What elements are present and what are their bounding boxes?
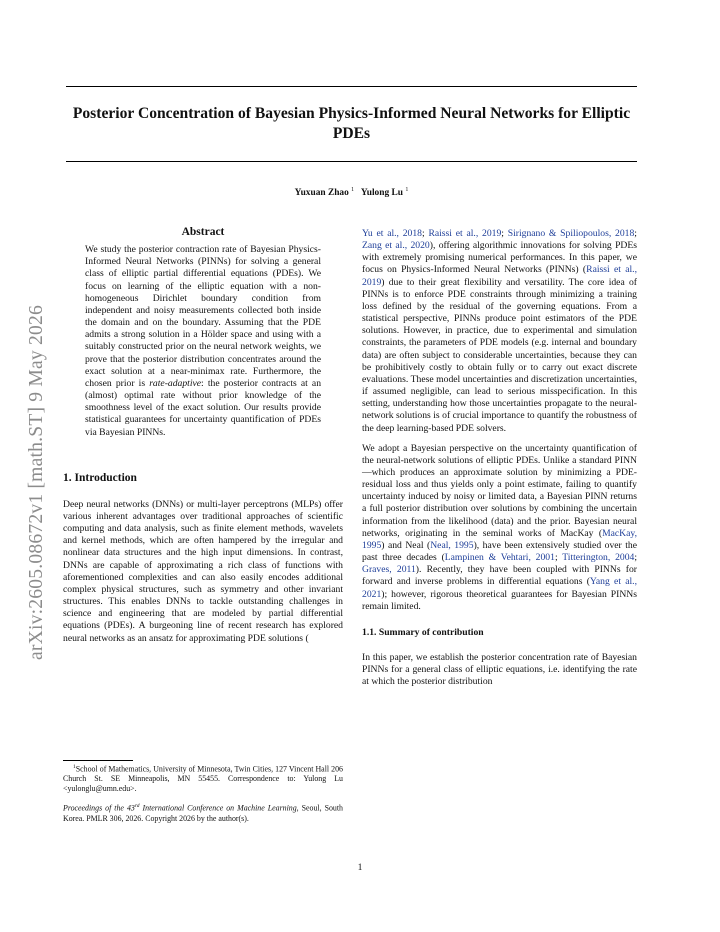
author-name: Yuxuan Zhao xyxy=(294,188,349,199)
proceedings-footnote: Proceedings of the 43rd International Conference on Machine Learning, Seoul, South Korea. PMLR 306, 2026. Copyright 2026 by the author(s). xyxy=(63,803,344,823)
abstract-text: We study the posterior contraction rate of Bayesian Physics-Informed Neural Networks (PINNs) for solving a general class of elliptic partial differential equations (PDEs). We focus on learning of the elliptic equation with a non-homogeneous Dirichlet boundary condition from independent and noisy measurements collected both inside the domain and on the boundary. Assuming that the PDE admits a strong solution in a Hölder space and using with a suitably constructed prior on the neural network weights, we prove that the posterior distribution concentrates around the exact solution at a near-minimax rate. Furthermore, the chosen prior is rate-adaptive: the posterior contracts at an (almost) optimal rate without prior knowledge of the smoothness level of the exact solution. Our results provide statistical guarantees for uncertainty quantification of PDEs via Bayesian PINNs. xyxy=(85,244,322,438)
title-top-rule xyxy=(66,86,637,87)
author-name: Yulong Lu xyxy=(360,188,403,199)
summary-paragraph: In this paper, we establish the posterior concentration rate of Bayesian PINNs for a general class of elliptic equations, i.e. identifying the rate at which the posterior distribution xyxy=(362,652,637,688)
citation-link[interactable]: Sirignano & Spiliopoulos, 2018 xyxy=(507,228,635,239)
citation-link[interactable]: Yang et al., 2021 xyxy=(362,576,637,600)
page-number: 1 xyxy=(357,862,363,873)
citation-link[interactable]: MacKay, 1995 xyxy=(362,527,637,551)
citation-link[interactable]: Raissi et al., 2019 xyxy=(362,264,637,288)
section-heading-introduction: 1. Introduction xyxy=(63,471,137,484)
footnotes xyxy=(63,760,343,832)
intro-paragraph-1: Deep neural networks (DNNs) or multi-layer perceptrons (MLPs) offer various inherent advantages over traditional approaches of scientific computing and data analysis, such as finite element methods, wavelets and kernel methods, which are often hampered by the irregular and nonlinear data structures and the high input dimensions. In contrast, DNNs are capable of approximating a rich class of functions with aforementioned complexities and can also easily encodes additional complex physical structures, such as symmetry and other invariant structures. This enables DNNs to tackle outstanding challenges in science and engineering that are modeled by partial differential equations (PDEs). A burgeoning line of recent research has explored neural networks as an ansatz for approximating PDE solutions ( xyxy=(63,498,343,644)
arxiv-identifier-stamp: arXiv:2605.08672v1 [math.ST] 9 May 2026 xyxy=(26,304,47,660)
intro-paragraph-2: We adopt a Bayesian perspective on the uncertainty quantification of the neural-network solutions of elliptic PDEs. Unlike a standard PINN—which produces an approximate solution by minimizing a PDE-residual loss and thus yields only a point estimate, failing to quantify uncertainty induced by noisy or limited data, a Bayesian PINN returns a full posterior distribution over solutions by combining the uncertain information from the likelihood (data) and the prior. Bayesian neural networks, originating in the seminal works of MacKay (MacKay, 1995) and Neal (Neal, 1995), have been extensively studied over the past three decades (Lampinen & Vehtari, 2001; Titterington, 2004; Graves, 2011). Recently, they have been coupled with PINNs for forward and inverse problems in differential equations (Yang et al., 2021); however, rigorous theoretical guarantees for Bayesian PINNs remain limited. xyxy=(362,442,638,612)
citation-link[interactable]: Zang et al., 2020 xyxy=(362,240,430,252)
title-bottom-rule xyxy=(66,161,637,162)
affiliation-mark: 1 xyxy=(405,187,409,193)
right-column xyxy=(362,228,637,693)
left-column xyxy=(63,226,343,650)
citation-link[interactable]: Titterington, 2004 xyxy=(562,552,635,564)
abstract-heading: Abstract xyxy=(181,226,225,238)
affiliation-footnote: $^1$School of Mathematics, University of Minnesota, Twin Cities, 127 Vincent Hall 206 Church St. SE Minneapolis, MN 55455. Correspondence to: Yulong Lu <yulonglu@umn.edu>. xyxy=(63,764,343,793)
footnote-rule xyxy=(63,760,133,761)
citation-link[interactable]: Raissi et al., 2019 xyxy=(428,228,502,239)
emphasis-text: rate-adaptive xyxy=(149,377,202,389)
citation-link[interactable]: Graves, 2011 xyxy=(362,564,416,576)
author-list xyxy=(66,187,637,198)
paper-title: Posterior Concentration of Bayesian Physics-Informed Neural Networks for Elliptic PDEs xyxy=(72,105,631,142)
citation-link[interactable]: Lampinen & Vehtari, 2001 xyxy=(444,552,555,564)
affiliation-mark: 1 xyxy=(73,764,76,770)
citation-link[interactable]: Yu et al., 2018 xyxy=(362,228,422,239)
subsection-heading-summary: 1.1. Summary of contribution xyxy=(362,626,484,638)
intro-paragraph-1-continued: Yu et al., 2018; Raissi et al., 2019; Sirignano & Spiliopoulos, 2018; Zang et al., 2020), offering algorithmic innovations for solving PDEs with extremely promising numerical performances. In this paper, we focus on Physics-Informed Neural Networks (PINNs) (Raissi et al., 2019) due to their great flexibility and versatility. The core idea of PINNs is to enforce PDE constraints through minimizing a training loss defined by the residual of the governing equations. From a statistical perspective, PINNs produce point estimators of the PDE solutions. However, in practice, due to experimental and simulation constraints, the parameters of PDE models (e.g. internal and boundary data) are often subject to considerable uncertainties, because they can be prohibitively costly to obtain fully or to carry out exact discrete evaluations. These model uncertainties and discretization uncertainties, if assumed negligible, can lead to serious misspecification. In this setting, understanding how those uncertainties propagate to the neural-network solutions is of crucial importance to quantify the robustness of the deep learning-based PDE solvers. xyxy=(362,228,637,434)
affiliation-mark: 1 xyxy=(351,187,355,193)
citation-link[interactable]: Neal, 1995 xyxy=(430,539,474,551)
